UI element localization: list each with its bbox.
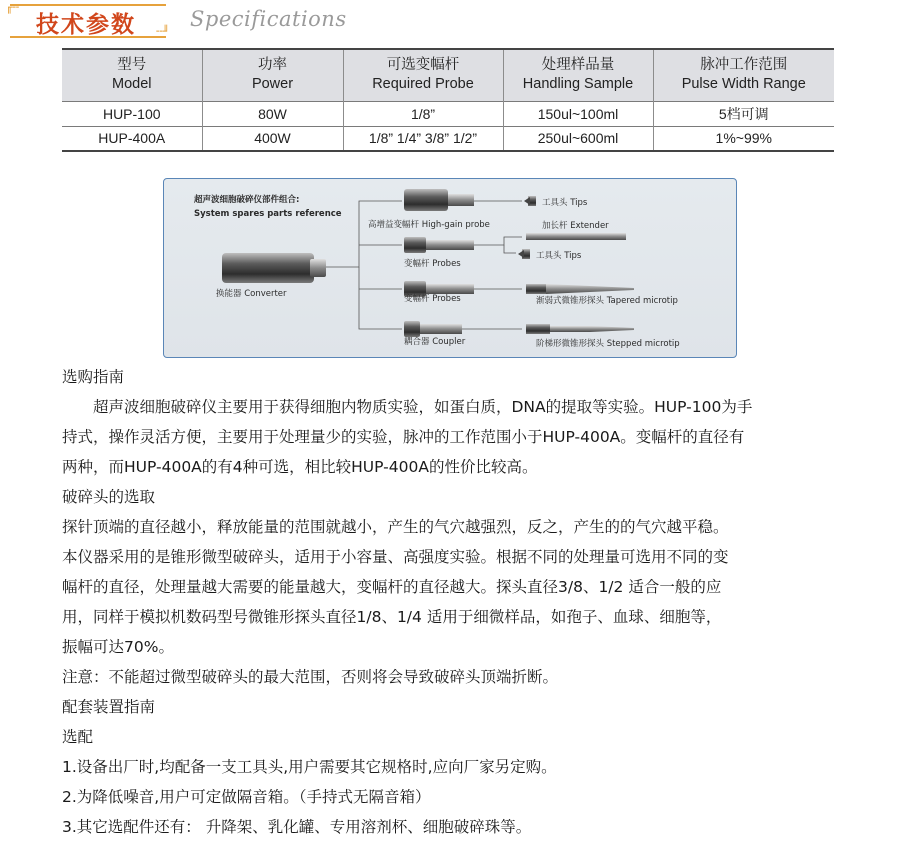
section-title: 技术参数	[36, 12, 136, 38]
paragraph-line: 振幅可达70%。	[62, 638, 174, 656]
probe-part	[404, 237, 474, 253]
list-item: 3.其它选配件还有： 升降架、乳化罐、专用溶剂杯、细胞破碎珠等。	[62, 818, 532, 836]
table-cell: 1%~99%	[715, 130, 772, 147]
paragraph-line: 用，同样于模拟机数码型号微锥形探头直径1/8、1/4 适用于细微样品，如孢子、血球、细胞等，	[62, 608, 722, 626]
column-header: 处理样品量 Handling Sample	[503, 49, 653, 101]
paragraph-line: 两种，而HUP-400A的有4种可选，相比较HUP-400A的性价比较高。	[62, 458, 538, 476]
diagram-title-en: System spares parts reference	[194, 209, 342, 219]
coupler-label: 耦合器 Coupler	[404, 337, 466, 347]
probes-label: 变幅杆 Probes	[404, 294, 461, 304]
subheading-options: 选配	[62, 728, 94, 746]
table-cell: HUP-400A	[62, 126, 202, 151]
table-cell: 5档可调	[718, 105, 769, 122]
corner-ornament-icon: ╌╜	[156, 25, 170, 38]
list-item: 1.设备出厂时,均配备一支工具头,用户需要其它规格时,应向厂家另定购。	[62, 758, 557, 776]
table-row	[62, 101, 834, 126]
list-item: 2.为降低噪音,用户可定做隔音箱。（手持式无隔音箱）	[62, 788, 431, 806]
stepped-microtip-part	[526, 324, 634, 334]
column-header: 脉冲工作范围 Pulse Width Range	[681, 57, 806, 93]
table-cell: 150ul~100ml	[503, 101, 653, 126]
high-gain-probe-label: 高增益变幅杆 High-gain probe	[368, 220, 490, 230]
column-header: 功率 Power	[202, 49, 343, 101]
column-header: 可选变幅杆 Required Probe	[343, 49, 503, 101]
table-cell: 400W	[202, 126, 343, 151]
corner-ornament-icon: ╓╌	[6, 1, 20, 14]
note-line: 注意：不能超过微型破碎头的最大范围，否则将会导致破碎头顶端折断。	[62, 668, 559, 686]
paragraph-line: 探针顶端的直径越小，释放能量的范围就越小，产生的气穴越强烈，反之，产生的的气穴越平稳。	[62, 518, 729, 536]
tapered-microtip-part	[526, 284, 634, 294]
table-cell: 250ul~600ml	[503, 126, 653, 151]
converter-part	[222, 253, 326, 283]
heading-tip-selection: 破碎头的选取	[62, 488, 156, 506]
extender-label: 加长杆 Extender	[542, 221, 609, 231]
table-cell: 1/8” 1/4” 3/8” 1/2”	[343, 126, 503, 151]
heading-purchase-guide: 选购指南	[62, 368, 125, 386]
paragraph-line: 持式，操作灵活方便，主要用于处理量少的实验，脉冲的工作范围小于HUP-400A。变幅杆的直径有	[62, 428, 745, 446]
tips-label: 工具头 Tips	[536, 251, 582, 261]
table-cell: 1/8”	[343, 101, 503, 126]
table-row	[62, 126, 834, 151]
paragraph-line: 本仪器采用的是锥形微型破碎头，适用于小容量、高强度实验。根据不同的处理量可选用不同的变	[62, 548, 729, 566]
tapered-microtip-label: 渐弱式微锥形探头 Tapered microtip	[536, 296, 678, 306]
body-text	[62, 362, 852, 842]
section-subtitle: Specifications	[190, 7, 347, 31]
probes-label: 变幅杆 Probes	[404, 259, 461, 269]
paragraph-line: 幅杆的直径，处理量越大需要的能量越大，变幅杆的直径越大。探头直径3/8、1/2 适合一般的应	[62, 578, 722, 596]
extender-part	[526, 233, 626, 240]
tips-label: 工具头 Tips	[542, 198, 588, 208]
table-cell: HUP-100	[62, 101, 202, 126]
section-header	[6, 2, 406, 40]
spec-table	[62, 48, 834, 152]
diagram-title-cn: 超声波细胞破碎仪部件组合:	[194, 195, 300, 205]
converter-label: 换能器 Converter	[216, 289, 287, 299]
tip-part	[518, 249, 530, 259]
paragraph-line: 超声波细胞破碎仪主要用于获得细胞内物质实验，如蛋白质，DNA的提取等实验。HUP-100为手	[93, 398, 753, 416]
tip-part	[524, 196, 536, 206]
parts-diagram	[163, 178, 737, 358]
column-header: 型号 Model	[62, 49, 202, 101]
table-cell: 80W	[202, 101, 343, 126]
table-header-row	[62, 49, 834, 101]
stepped-microtip-label: 阶梯形微锥形探头 Stepped microtip	[536, 339, 680, 349]
high-gain-probe-part	[404, 189, 474, 211]
heading-accessory-guide: 配套装置指南	[62, 698, 156, 716]
